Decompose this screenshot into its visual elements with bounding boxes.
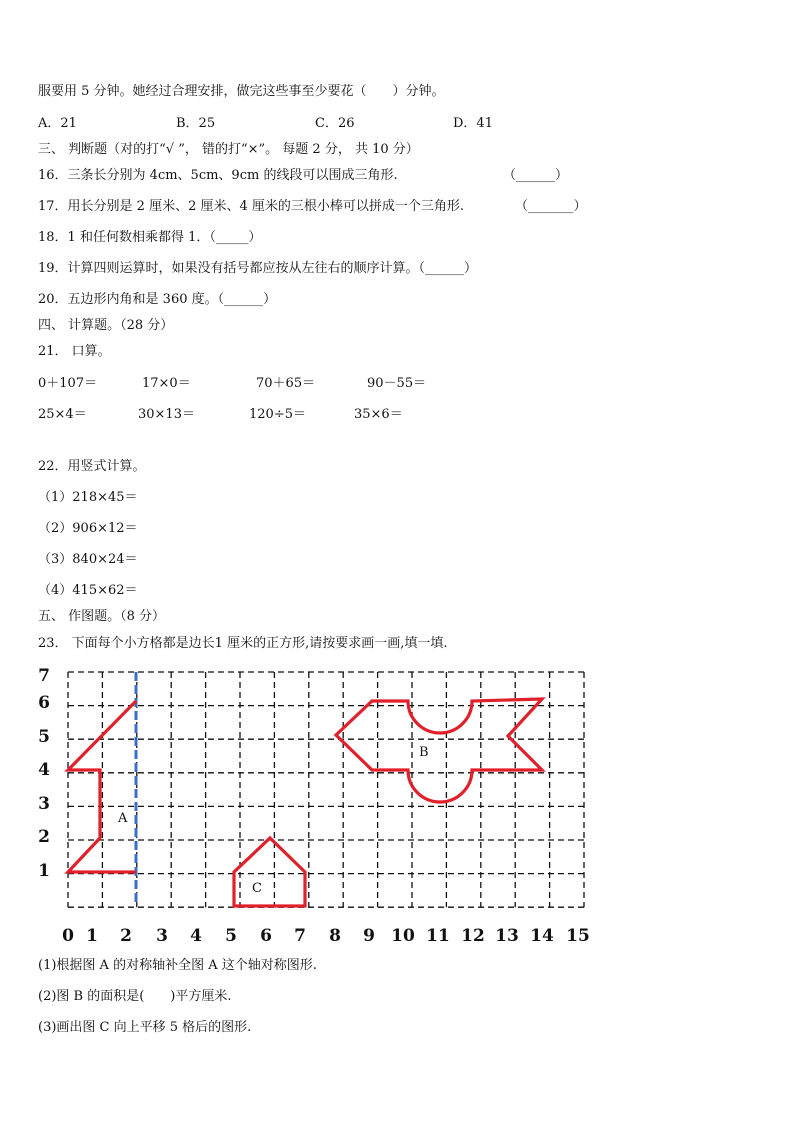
option-c: C．26	[315, 116, 355, 131]
x-tick-13: 13	[495, 926, 519, 946]
y-tick-7: 7	[38, 666, 50, 686]
y-tick-4: 4	[38, 760, 50, 780]
x-tick-6: 6	[260, 926, 272, 946]
x-tick-15: 15	[566, 926, 590, 946]
x-tick-0: 0	[62, 926, 74, 946]
question-19: 19．计算四则运算时，如果没有括号都应按从左往右的顺序计算。（______）	[38, 261, 478, 276]
oral-calc: 90－55＝	[367, 376, 427, 391]
x-tick-11: 11	[426, 926, 450, 946]
option-b: B．25	[176, 116, 216, 131]
sub-question-2: (2)图 B 的面积是( )平方厘米.	[38, 989, 232, 1004]
oral-calc: 17×0＝	[142, 376, 191, 391]
y-tick-5: 5	[38, 727, 50, 747]
question-17: 17．用长分别是 2 厘米、2 厘米、4 厘米的三根小棒可以拼成一个三角形.	[38, 199, 465, 214]
question-16-answer: （______）	[503, 168, 569, 183]
vertical-calc: （3）840×24＝	[38, 552, 138, 567]
oral-calc: 70＋65＝	[256, 376, 316, 391]
option-a: A．21	[38, 116, 77, 131]
x-axis-ticks	[62, 926, 590, 946]
section-4-heading: 四、 计算题。（28 分）	[38, 318, 174, 333]
y-tick-2: 2	[38, 827, 50, 847]
x-tick-5: 5	[225, 926, 237, 946]
x-tick-8: 8	[329, 926, 341, 946]
question-21: 21． 口算。	[38, 344, 111, 359]
dashed-grid	[68, 672, 584, 907]
x-tick-4: 4	[190, 926, 202, 946]
y-tick-1: 1	[38, 861, 50, 881]
vertical-calc: （4）415×62＝	[38, 583, 138, 598]
x-tick-12: 12	[461, 926, 485, 946]
oral-calc: 0＋107＝	[38, 376, 98, 391]
question-17-answer: （_______）	[515, 199, 587, 214]
vertical-calc: （2）906×12＝	[38, 521, 138, 536]
vertical-calc: （1）218×45＝	[38, 490, 138, 505]
question-18: 18．1 和任何数相乘都得 1．（_____）	[38, 230, 262, 245]
section-3-heading: 三、 判断题（对的打“√ ”， 错的打“×”。 每题 2 分， 共 10 分）	[38, 142, 419, 157]
oral-calc: 120÷5＝	[249, 407, 306, 422]
question-23: 23． 下面每个小方格都是边长1 厘米的正方形,请按要求画一画,填一填.	[38, 636, 448, 651]
x-tick-14: 14	[530, 926, 554, 946]
x-tick-9: 9	[363, 926, 375, 946]
oral-calc: 30×13＝	[138, 407, 195, 422]
shape-b-label: B	[419, 745, 429, 760]
option-d: D．41	[453, 116, 493, 131]
x-tick-3: 3	[156, 926, 168, 946]
oral-calc: 25×4＝	[38, 407, 87, 422]
x-tick-7: 7	[294, 926, 306, 946]
x-tick-10: 10	[391, 926, 415, 946]
grid-diagram	[30, 660, 600, 950]
y-tick-6: 6	[38, 693, 50, 713]
y-axis-ticks	[38, 666, 50, 881]
oral-calc: 35×6＝	[354, 407, 403, 422]
shape-b	[336, 699, 542, 802]
x-tick-1: 1	[86, 926, 98, 946]
sub-question-3: (3)画出图 C 向上平移 5 格后的图形.	[38, 1020, 252, 1035]
question-15-tail: 服要用 5 分钟。她经过合理安排，做完这些事至少要花（ ）分钟。	[38, 84, 445, 99]
question-20: 20．五边形内角和是 360 度。（______）	[38, 292, 277, 307]
shape-a-label: A	[118, 811, 128, 826]
section-5-heading: 五、 作图题。（8 分）	[38, 609, 166, 624]
shape-c	[234, 838, 305, 906]
y-tick-3: 3	[38, 794, 50, 814]
sub-question-1: (1)根据图 A 的对称轴补全图 A 这个轴对称图形.	[38, 958, 317, 973]
question-22: 22．用竖式计算。	[38, 459, 146, 474]
x-tick-2: 2	[120, 926, 132, 946]
shape-c-label: C	[252, 881, 262, 896]
question-16: 16．三条长分别为 4cm、5cm、9cm 的线段可以围成三角形.	[38, 168, 398, 183]
